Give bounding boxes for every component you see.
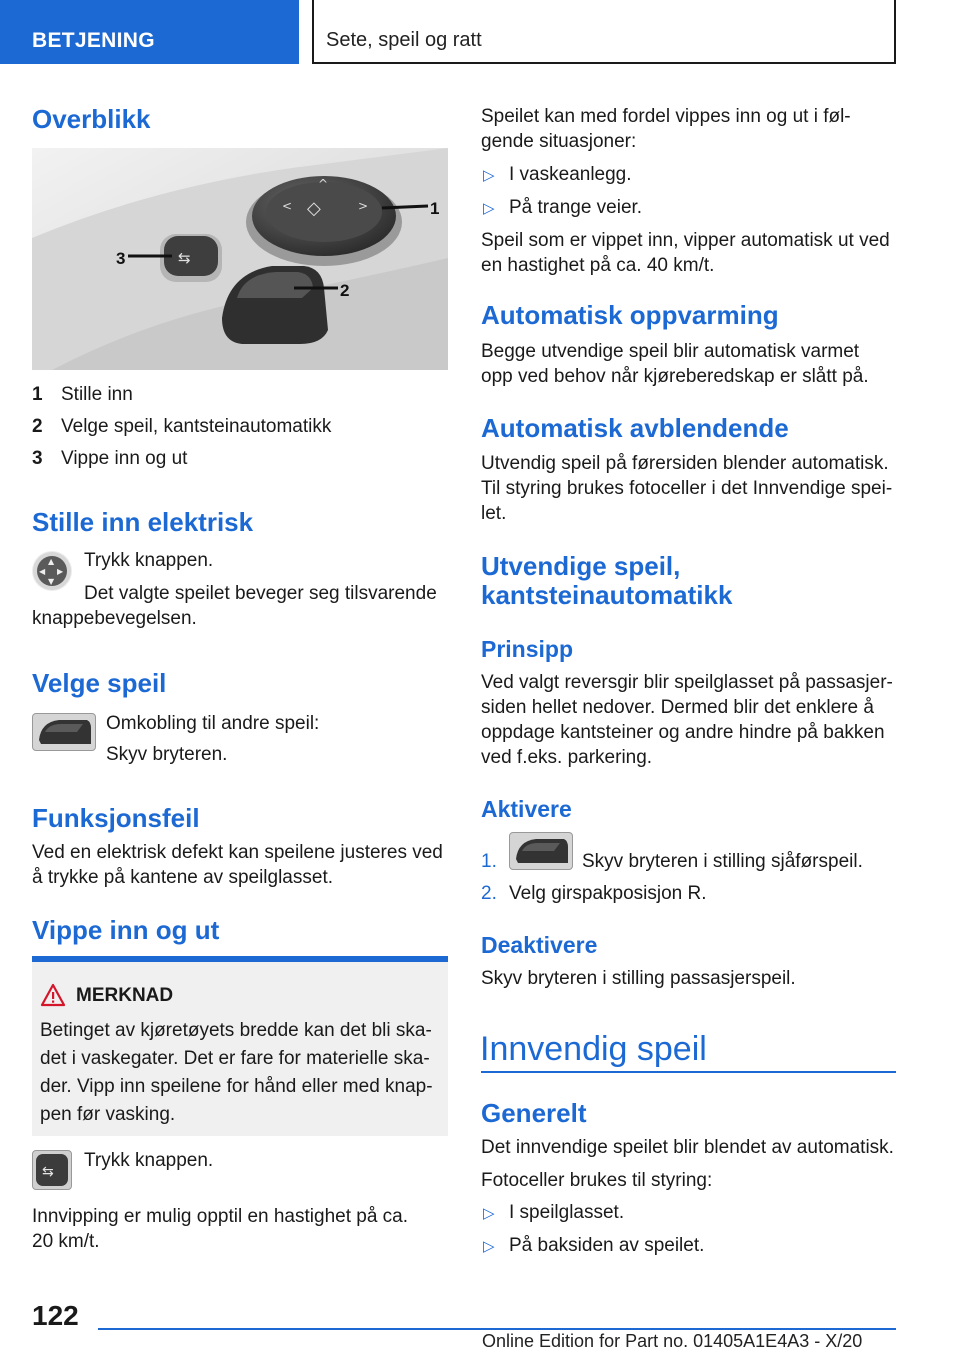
fault-text-1: Ved en elektrisk defekt kan speilene justeres ved [32, 842, 443, 863]
select-text-1: Omkobling til andre speil: [106, 713, 320, 734]
heading-activate: Aktivere [481, 796, 572, 822]
header-chapter-title: Sete, speil og ratt [312, 0, 896, 64]
heading-deactivate: Deaktivere [481, 932, 598, 958]
svg-text:◀: ◀ [39, 567, 46, 576]
warning-note-line: pen før vasking. [40, 1104, 176, 1125]
warning-note-text [40, 1017, 440, 1129]
heading-inside-mirror: Innvendig speil [480, 1030, 707, 1068]
principle-line: oppdage kantsteiner og andre hindre på bakken [481, 722, 885, 743]
heading-fold-in-out: Vippe inn og ut [32, 915, 220, 945]
svg-text:⇆: ⇆ [178, 249, 191, 267]
callout-1: 1 [430, 199, 440, 218]
auto-unfold-text-2: en hastighet på ca. 40 km/t. [481, 255, 715, 276]
page-number: 122 [32, 1300, 79, 1331]
activate-step-text-2: Velg girspakposisjon R. [509, 883, 707, 904]
auto-unfold-text-1: Speil som er vippet inn, vipper automatisk ut ved [481, 230, 890, 251]
dim-text-1: Utvendig speil på førersiden blender automatisk. [481, 453, 889, 474]
general-text-1: Det innvendige speilet blir blendet av automatisk. [481, 1137, 894, 1158]
bullet-text: I vaskeanlegg. [509, 164, 632, 185]
svg-text:▲: ▲ [48, 557, 55, 566]
activate-step-num-1: 1. [481, 851, 497, 872]
heading-curb-mirror-1: Utvendige speil, [481, 551, 681, 581]
heading-curb-mirror-2: kantsteinautomatikk [481, 580, 733, 610]
heat-text-2: opp ved behov når kjøreberedskap er slått på. [481, 366, 869, 387]
fault-text-2: å trykke på kantene av speilglasset. [32, 867, 334, 888]
general-text-2: Fotoceller brukes til styring: [481, 1170, 713, 1191]
heat-text-1: Begge utvendige speil blir automatisk varmet [481, 341, 860, 362]
warning-note-line: der. Vipp inn speilene for hånd eller med knap- [40, 1076, 433, 1097]
select-text-2: Skyv bryteren. [106, 744, 228, 765]
fold-mirror-button-icon [32, 1150, 72, 1190]
fold-text-2b: 20 km/t. [32, 1231, 100, 1252]
principle-line: ved f.eks. parkering. [481, 747, 653, 768]
legend-text-1: Stille inn [61, 384, 133, 405]
heading-auto-heating: Automatisk oppvarming [481, 300, 779, 330]
warning-note-line: det i vaskegater. Det er fare for materielle ska- [40, 1048, 430, 1069]
svg-text:>: > [358, 199, 369, 213]
warning-note-title: MERKNAD [76, 985, 174, 1006]
section-rule [481, 1071, 896, 1073]
intro-text-2: gende situasjoner: [481, 131, 637, 152]
adjust-text-1: Trykk knappen. [84, 550, 214, 571]
bullet-icon: ▷ [483, 1205, 495, 1222]
mirror-adjust-knob-icon [32, 551, 72, 591]
mirror-select-switch-icon [32, 713, 96, 751]
bullet-text: I speilglasset. [509, 1202, 625, 1223]
legend-text-2: Velge speil, kantsteinautomatikk [61, 416, 332, 437]
svg-text:▶: ▶ [57, 567, 64, 576]
bullet-text: På baksiden av speilet. [509, 1235, 705, 1256]
warning-triangle-icon [40, 983, 66, 1007]
header-section-label: BETJENING [0, 0, 299, 64]
heading-principle: Prinsipp [481, 636, 574, 662]
svg-text:◇: ◇ [307, 198, 321, 219]
heading-select-mirror: Velge speil [32, 668, 167, 698]
intro-text-1: Speilet kan med fordel vippes inn og ut i føl- [481, 106, 851, 127]
bullet-icon: ▷ [483, 1238, 495, 1255]
adjust-text-2b: knappebevegelsen. [32, 608, 197, 629]
mirror-controls-figure [32, 148, 448, 370]
fold-text-2a: Innvipping er mulig opptil en hastighet på ca. [32, 1206, 409, 1227]
deactivate-text: Skyv bryteren i stilling passasjerspeil. [481, 968, 796, 989]
callout-3: 3 [116, 249, 126, 268]
mirror-controls-illustration [32, 148, 448, 370]
adjust-text-2a: Det valgte speilet beveger seg tilsvarende [84, 583, 437, 604]
dim-text-2: Til styring brukes fotoceller i det Innvendige spei- [481, 478, 893, 499]
svg-text:⇆: ⇆ [42, 1164, 54, 1180]
heading-malfunction: Funksjonsfeil [32, 803, 200, 833]
principle-line: siden hellet nedover. Dermed blir det enklere å [481, 697, 874, 718]
fold-text-1: Trykk knappen. [84, 1150, 214, 1171]
legend-num-2: 2 [32, 416, 43, 437]
svg-text:▼: ▼ [48, 577, 55, 586]
warning-note-line: Betinget av kjøretøyets bredde kan det bli ska- [40, 1020, 432, 1041]
principle-line: Ved valgt reversgir blir speilglasset på passasjer- [481, 672, 893, 693]
dim-text-3: let. [481, 503, 507, 524]
svg-text:^: ^ [318, 177, 329, 191]
activate-step-text-1: Skyv bryteren i stilling sjåførspeil. [582, 851, 863, 872]
legend-num-3: 3 [32, 448, 43, 469]
heading-adjust-electric: Stille inn elektrisk [32, 507, 254, 537]
bullet-icon: ▷ [483, 200, 495, 217]
legend-num-1: 1 [32, 384, 43, 405]
mirror-select-switch-icon [509, 832, 573, 870]
legend-text-3: Vippe inn og ut [61, 448, 188, 469]
footer-rule [98, 1328, 896, 1330]
heading-overview: Overblikk [32, 104, 151, 134]
activate-step-num-2: 2. [481, 883, 497, 904]
heading-auto-dimming: Automatisk avblendende [481, 413, 789, 443]
svg-text:<: < [282, 199, 293, 213]
callout-2: 2 [340, 281, 350, 300]
bullet-text: På trange veier. [509, 197, 643, 218]
footer-edition: Online Edition for Part no. 01405A1E4A3 - X/20 [482, 1331, 863, 1351]
bullet-icon: ▷ [483, 167, 495, 184]
heading-general: Generelt [481, 1098, 587, 1128]
